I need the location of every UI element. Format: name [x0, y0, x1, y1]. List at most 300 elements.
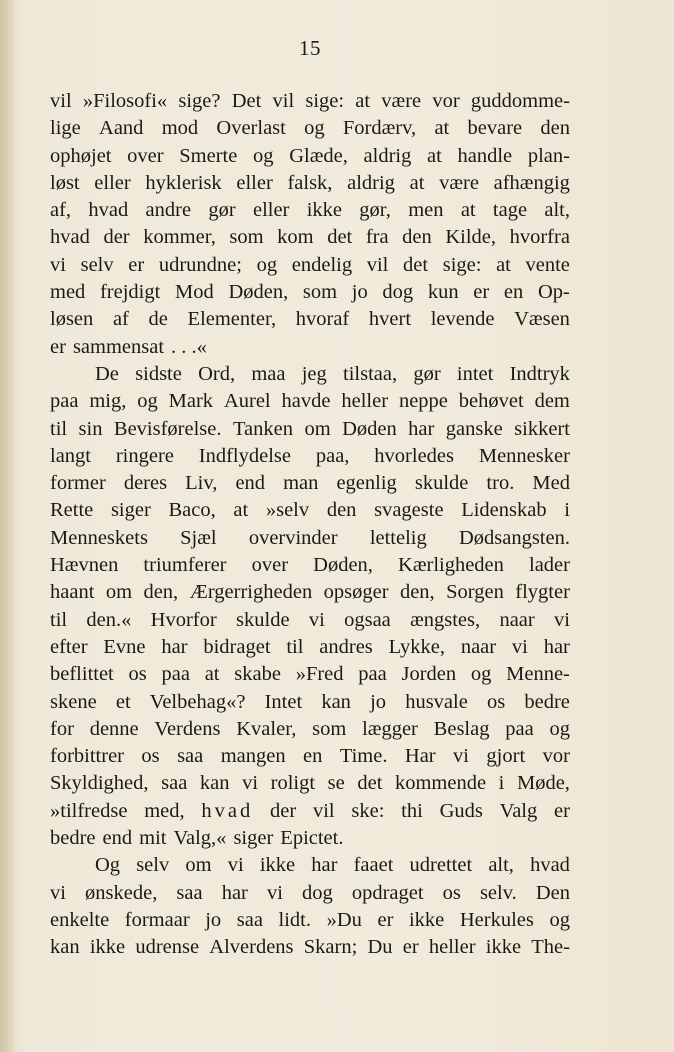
word: De [95, 362, 119, 385]
word: . . .« [171, 335, 207, 358]
word: opdraget [351, 881, 424, 904]
word: bevare [467, 117, 523, 140]
word: som [312, 717, 347, 740]
word: ikke [306, 199, 342, 222]
word: Skyldighed, [50, 772, 149, 795]
word: Sjæl [180, 526, 217, 549]
word: andres [319, 635, 373, 658]
word: Aand [99, 117, 144, 140]
word: være [381, 90, 422, 112]
word: Kvaler, [236, 717, 297, 740]
word: det [357, 772, 383, 795]
word: om [105, 581, 133, 604]
word: det [403, 253, 429, 276]
word: aldrig [363, 144, 412, 167]
page-number: 15 [299, 36, 321, 60]
word: Døden, [228, 281, 289, 304]
word: gør, [359, 199, 391, 222]
word: udrettet [409, 854, 473, 877]
word: vi [554, 608, 570, 631]
text-line [50, 197, 570, 224]
word: roligt [270, 772, 316, 795]
word: at [409, 171, 425, 194]
word: »selv [265, 499, 310, 522]
word: sammensat [72, 335, 165, 358]
word: lægger [362, 717, 418, 740]
word: Glæde, [289, 144, 348, 167]
word: forbittrer [50, 745, 124, 768]
word: Op- [537, 281, 570, 304]
word: kom [277, 226, 314, 249]
word: egenlig [336, 472, 397, 495]
word: der [270, 799, 297, 822]
word: saa [177, 745, 204, 768]
word: Overlast [216, 117, 286, 140]
word: og [549, 908, 570, 931]
word: Døden [342, 417, 397, 440]
word: vor [542, 745, 570, 768]
word: med [50, 281, 86, 304]
text-line [50, 306, 570, 333]
word: for [50, 717, 74, 740]
word: lader [529, 554, 570, 577]
word: langt [50, 444, 91, 467]
word: Guds [439, 799, 483, 822]
word: ikke [485, 936, 522, 959]
word: det [327, 226, 353, 249]
word: overvinder [248, 526, 338, 549]
word: Den [535, 881, 570, 904]
word: falsk, [287, 171, 333, 194]
word: ophøjet [50, 144, 112, 167]
word: har [161, 635, 188, 658]
word: dem [534, 390, 570, 413]
word: Hvorfor [150, 608, 217, 631]
text-line [50, 907, 570, 934]
word: har [311, 854, 338, 877]
word: kun [427, 281, 459, 304]
word: hvad [530, 854, 570, 877]
word: Evne [103, 635, 146, 658]
word: sidste [135, 362, 182, 385]
word: Smerte [179, 144, 238, 167]
word: alt, [544, 199, 570, 222]
word: Det [231, 90, 262, 112]
word: siger [110, 499, 151, 522]
word: paa [161, 663, 190, 686]
word: gør [413, 362, 441, 385]
word: jo [351, 281, 368, 304]
word: Fordærv, [342, 117, 417, 140]
word: løsen [50, 308, 94, 331]
word: at [204, 663, 220, 686]
word: i [564, 499, 570, 522]
word: hvad [50, 226, 90, 249]
text-line [50, 143, 570, 170]
word: ængstes, [410, 608, 481, 631]
word: Dødsangsten. [458, 526, 570, 549]
word: hyklerisk [145, 171, 222, 194]
word: om [304, 417, 331, 440]
text-line [50, 416, 570, 443]
word: The- [531, 936, 570, 959]
word: som [302, 281, 338, 304]
word: Herkules [459, 908, 534, 931]
word: Verdens [154, 717, 221, 740]
word: med, [144, 799, 185, 822]
text-line [50, 852, 570, 879]
word: bidraget [203, 635, 271, 658]
word: triumferer [143, 554, 227, 577]
word: vi [227, 854, 244, 877]
word: husvale [405, 690, 468, 713]
word: sikkert [514, 417, 570, 440]
word: plan- [527, 144, 570, 167]
word: udrense [135, 936, 200, 959]
word: vi [511, 635, 528, 658]
text-line [50, 579, 570, 606]
word: Liv, [185, 472, 218, 495]
text-line [50, 934, 570, 961]
word: har [221, 881, 248, 904]
word: vi [266, 881, 283, 904]
word: Kærligheden [398, 554, 504, 577]
word: at [233, 499, 249, 522]
word: vi [453, 745, 469, 768]
word: mod [161, 117, 199, 140]
word: Velbehag«? [149, 690, 246, 713]
word: den [402, 226, 432, 249]
word: og [470, 663, 492, 686]
word: »Du [326, 908, 362, 931]
word: intet [456, 362, 494, 385]
word: Kilde, [445, 226, 497, 249]
word: saa [236, 908, 263, 931]
word: Time. [339, 745, 388, 768]
word: selv [80, 253, 114, 276]
word: til [286, 635, 304, 658]
word: vi [242, 772, 259, 795]
word: os [141, 745, 160, 768]
word: Valg [499, 799, 538, 822]
word: kan [50, 936, 80, 959]
word: eller [236, 171, 273, 194]
word: at [434, 117, 450, 140]
text-line [50, 634, 570, 661]
word: aldrig [347, 171, 395, 194]
word: andre [145, 199, 192, 222]
word: vi [50, 881, 66, 904]
word: beflittet [50, 663, 114, 686]
word: os [486, 690, 506, 713]
word: være [439, 171, 479, 194]
word: til [50, 417, 68, 440]
word: behøvet [458, 390, 524, 413]
word: os [442, 881, 461, 904]
word: bedre [50, 827, 96, 850]
word: sige: [305, 90, 345, 112]
word: levende [430, 308, 495, 331]
word: og [137, 390, 158, 413]
text-line [50, 689, 570, 716]
word: deres [123, 472, 168, 495]
word: ske: [351, 799, 385, 822]
word: Lidenskab [461, 499, 547, 522]
word: jo [205, 908, 222, 931]
word: vi [308, 608, 325, 631]
word: denne [89, 717, 139, 740]
word: den.« [86, 608, 132, 631]
word: Indflydelse [198, 444, 291, 467]
binding-edge [0, 0, 14, 1052]
word: Elementer, [187, 308, 277, 331]
word: paa [358, 663, 387, 686]
text-line [50, 224, 570, 251]
word: skulde [236, 608, 290, 631]
word: hvoraf [295, 308, 350, 331]
word: vil [366, 253, 389, 276]
word: enkelte [50, 908, 110, 931]
word: dog [382, 281, 414, 304]
word: »Filosofi« [82, 90, 168, 112]
text-line [50, 661, 570, 688]
word: mangen [220, 745, 286, 768]
word: er [50, 335, 66, 358]
word: tage [492, 199, 528, 222]
word: jo [370, 690, 387, 713]
word: er [377, 908, 394, 931]
word: naar [460, 635, 497, 658]
word: eller [94, 171, 131, 194]
word: et [115, 690, 131, 713]
word: havde [281, 390, 331, 413]
word: Alverdens [209, 936, 294, 959]
word: Lykke, [388, 635, 445, 658]
text-line [50, 716, 570, 743]
word: Baco, [168, 499, 216, 522]
text-line [50, 798, 570, 825]
word: har [543, 635, 570, 658]
word: formaar [124, 908, 190, 931]
word: skulde [414, 472, 469, 495]
word: efter [50, 635, 88, 658]
word: ønskede, [85, 881, 158, 904]
word: er [402, 936, 419, 959]
text-line [50, 552, 570, 579]
word: Møde, [516, 772, 570, 795]
word: Bevisførelse. [113, 417, 222, 440]
word: naar [499, 608, 535, 631]
word: en [303, 745, 323, 768]
word: heller [341, 390, 389, 413]
word: kommende [394, 772, 487, 795]
word: ikke [89, 936, 126, 959]
word: vil [272, 90, 295, 112]
word: at [355, 90, 371, 112]
word: Menne- [506, 663, 570, 686]
word: Mod [175, 281, 214, 304]
word: over [251, 554, 289, 577]
text-line [50, 497, 570, 524]
word: Indtryk [509, 362, 570, 385]
word: over [127, 144, 164, 167]
text-line [50, 470, 570, 497]
word: opsøger [323, 581, 389, 604]
word: ikke [259, 854, 296, 877]
word: man [283, 472, 319, 495]
word: hvert [368, 308, 412, 331]
word: former [50, 472, 106, 495]
body-text [50, 88, 570, 962]
word: og [253, 144, 274, 167]
word: heller [428, 936, 476, 959]
word: og [256, 253, 278, 276]
text-line [50, 252, 570, 279]
word: af [112, 308, 129, 331]
word: vil [312, 799, 335, 822]
word: selv [136, 854, 170, 877]
text-line [50, 279, 570, 306]
word: Valg,« [173, 827, 227, 850]
word: haant [50, 581, 95, 604]
text-line [50, 607, 570, 634]
word: frejdigt [99, 281, 161, 304]
word: Sorgen [446, 581, 504, 604]
word: bedre [524, 690, 570, 713]
word: af, [50, 199, 72, 222]
word: eller [252, 199, 290, 222]
text-line [50, 88, 570, 115]
word: Hævnen [50, 554, 119, 577]
word: der [103, 226, 130, 249]
word: afhængig [493, 171, 570, 194]
word: en [503, 281, 524, 304]
word: løst [50, 171, 80, 194]
word: Med [532, 472, 570, 495]
word: lige [50, 117, 81, 140]
word: se [327, 772, 345, 795]
word: Intet [264, 690, 303, 713]
word: hvad [201, 799, 254, 822]
word: svageste [374, 499, 444, 522]
word: er [128, 253, 145, 276]
text-line [50, 743, 570, 770]
word: end [235, 472, 266, 495]
word: de [148, 308, 168, 331]
word: mit [139, 827, 167, 850]
word: kommer, [143, 226, 216, 249]
word: tro. [486, 472, 515, 495]
word: Beslag [433, 717, 490, 740]
word: vi [50, 253, 66, 276]
word: hvorledes [374, 444, 454, 467]
word: paa [505, 717, 534, 740]
word: jeg [301, 362, 327, 385]
word: saa [161, 772, 188, 795]
word: den, [399, 581, 435, 604]
word: siger [233, 827, 274, 850]
word: at [427, 144, 442, 167]
word: gjort [486, 745, 526, 768]
word: vil [50, 90, 72, 112]
text-line [50, 334, 570, 361]
word: Rette [50, 499, 94, 522]
word: Skarn; [303, 936, 358, 959]
word: skene [50, 690, 97, 713]
word: ganske [445, 417, 503, 440]
text-line [50, 443, 570, 470]
word: til [50, 608, 68, 631]
word: skabe [234, 663, 281, 686]
word: Mennesker [478, 444, 570, 467]
word: hvad [88, 199, 129, 222]
text-line [50, 525, 570, 552]
word: udrundne; [158, 253, 242, 276]
word: flygter [515, 581, 570, 604]
word: faaet [353, 854, 394, 877]
word: Menneskets [50, 526, 148, 549]
word: paa [50, 390, 79, 413]
word: Har [404, 745, 436, 768]
word: Jorden [401, 663, 457, 686]
word: ikke [408, 908, 445, 931]
word: kan [199, 772, 230, 795]
word: den [540, 117, 570, 140]
word: kan [321, 690, 351, 713]
word: sige? [178, 90, 221, 112]
word: lettelig [369, 526, 427, 549]
word: »Fred [295, 663, 344, 686]
word: Og [95, 854, 121, 877]
word: sin [78, 417, 103, 440]
word: at [460, 199, 476, 222]
word: og [304, 117, 325, 140]
word: dog [301, 881, 333, 904]
word: er [554, 799, 570, 822]
text-line [50, 361, 570, 388]
word: gør [208, 199, 236, 222]
word: Ord, [198, 362, 236, 385]
text-line [50, 825, 570, 852]
word: ogsaa [344, 608, 391, 631]
word: Ærgerrigheden [189, 581, 313, 604]
text-line [50, 170, 570, 197]
word: Aurel [223, 390, 271, 413]
word: fra [365, 226, 389, 249]
word: guddomme- [470, 90, 570, 112]
word: Du [367, 936, 393, 959]
word: tilstaa, [343, 362, 398, 385]
word: mig, [89, 390, 127, 413]
word: paa, [315, 444, 350, 467]
word: handle [457, 144, 513, 167]
text-line [50, 880, 570, 907]
word: ringere [115, 444, 174, 467]
word: Tanken [232, 417, 293, 440]
word: Mark [168, 390, 214, 413]
word: som [229, 226, 264, 249]
word: om [185, 854, 212, 877]
word: »tilfredse [50, 799, 128, 822]
word: end [102, 827, 133, 850]
word: hvorfra [509, 226, 570, 249]
word: neppe [398, 390, 448, 413]
word: Døden, [313, 554, 373, 577]
word: vor [432, 90, 460, 112]
word: endelig [291, 253, 353, 276]
word: Væsen [514, 308, 570, 331]
word: lidt. [278, 908, 311, 931]
